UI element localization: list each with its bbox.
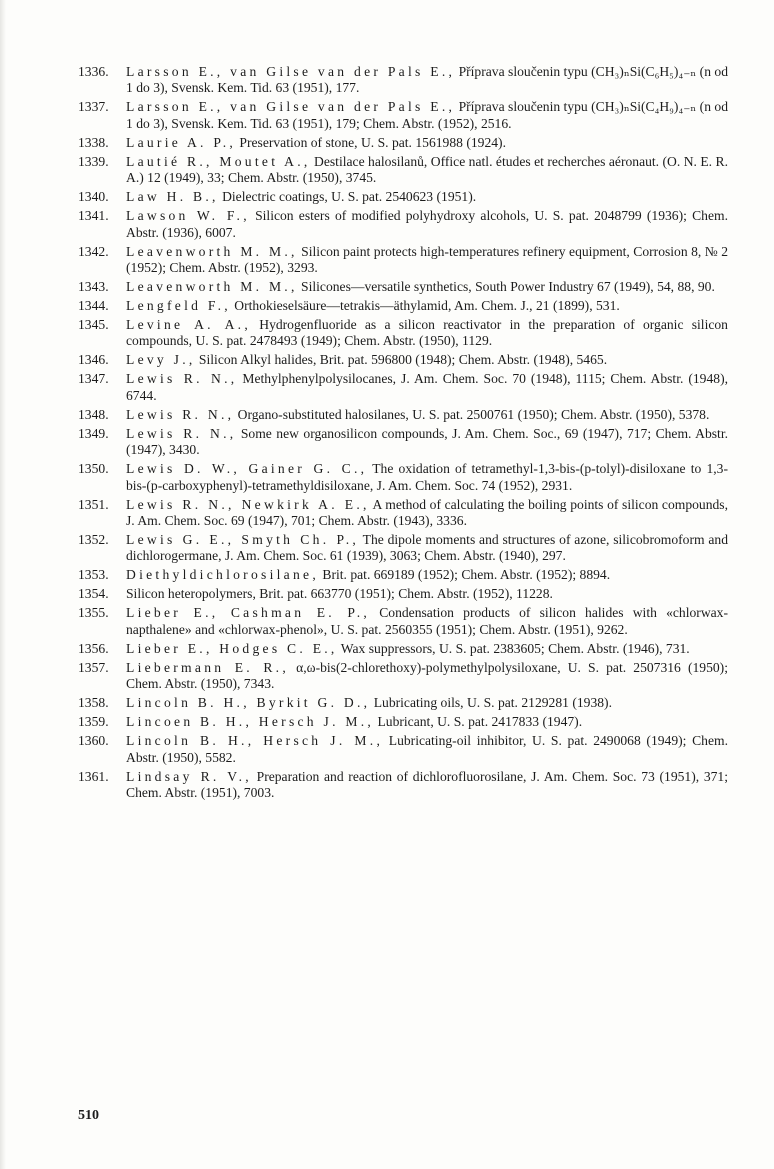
entry-citation: Lubricating oils, U. S. pat. 2129281 (1938). [370, 695, 612, 711]
bibliography-entry [78, 733, 728, 766]
entry-citation: Hydrogenfluoride as a silicon reactivator in the preparation of organic silicon compounds, U. S. pat. 2478493 (1949); Chem. Abstr. (1950), 1129. [126, 317, 728, 349]
entry-citation: Destilace halosilanů, Office natl. études et recherches aéronaut. (O. N. E. R. A.) 12 (1949), 33; Chem. Abstr. (1950), 3745. [126, 153, 728, 186]
entry-number: 1355. [78, 605, 109, 621]
entry-citation: Methylphenylpolysilocanes, J. Am. Chem. Soc. 70 (1948), 1115; Chem. Abstr. (1948), 6744. [126, 371, 728, 403]
entry-citation: Some new organosilicon compounds, J. Am. Chem. Soc., 69 (1947), 717; Chem. Abstr. (1947), 3430. [126, 425, 729, 458]
entry-citation: α,ω-bis(2-chlorethoxy)-polymethylpolysiloxane, U. S. pat. 2507316 (1950); Chem. Abstr. (1950), 7343. [126, 659, 728, 692]
bibliography-entry [78, 189, 728, 205]
entry-citation: Organo-substituted halosilanes, U. S. pat. 2500761 (1950); Chem. Abstr. (1950), 5378. [234, 406, 710, 422]
entry-citation: Preservation of stone, U. S. pat. 1561988 (1924). [236, 134, 506, 150]
entry-citation: Lubricating-oil inhibitor, U. S. pat. 2490068 (1949); Chem. Abstr. (1950), 5582. [126, 733, 728, 765]
bibliography-entry [78, 244, 728, 277]
bibliography-entry [78, 154, 728, 187]
bibliography-entry [78, 497, 728, 530]
entry-authors: Laurie A. P., [126, 134, 237, 150]
entry-citation: Příprava sloučenin typu (CH₃)ₙSi(C₆H₅)₄₋ₙ (n od 1 do 3), Svensk. Kem. Tid. 63 (1951), 177. [126, 64, 728, 96]
bibliography-entry [78, 426, 728, 459]
entry-number: 1361. [78, 768, 109, 784]
bibliography-entry [78, 586, 728, 602]
entry-number: 1357. [78, 659, 109, 675]
entry-citation: A method of calculating the boiling points of silicon compounds, J. Am. Chem. Soc. 69 (1947), 701; Chem. Abstr. (1943), 3336. [126, 496, 728, 529]
entry-citation: Lubricant, U. S. pat. 2417833 (1947). [374, 714, 583, 730]
entry-authors: Leavenworth M. M., [126, 279, 298, 295]
entry-number: 1352. [78, 532, 109, 548]
entry-number: 1344. [78, 298, 109, 314]
entry-number: 1336. [78, 64, 109, 79]
bibliography-entry [78, 317, 728, 350]
entry-authors: Lengfeld F., [126, 298, 231, 314]
entry-authors: Lieber E., Hodges C. E., [126, 640, 338, 656]
entry-citation: The dipole moments and structures of azone, silicobromoform and dichlorogermane, J. Am. Chem. Soc. 61 (1939), 3063; Chem. Abstr. (1940), 297. [126, 532, 728, 564]
entry-citation: Condensation products of silicon halides with «chlorwax-napthalene» and «chlorwax-phenol», U. S. pat. 2560355 (1951); Chem. Abstr. (1951), 9262. [126, 605, 728, 637]
entry-authors: Lewis R. N., Newkirk A. E., [126, 496, 370, 512]
bibliography-entry [78, 660, 728, 693]
entry-number: 1360. [78, 733, 109, 749]
entry-number: 1337. [78, 99, 109, 115]
page-edge-shadow [0, 0, 6, 1169]
entry-number: 1349. [78, 425, 109, 441]
entry-citation: Silicon Alkyl halides, Brit. pat. 596800 (1948); Chem. Abstr. (1948), 5465. [195, 352, 608, 368]
bibliography-entry [78, 298, 728, 314]
bibliography-entry [78, 769, 728, 802]
bibliography-entry [78, 279, 728, 295]
entry-authors: Law H. B., [126, 189, 219, 205]
bibliography-entry [78, 641, 728, 657]
bibliography-entry [78, 605, 728, 638]
entry-citation: Silicones—versatile synthetics, South Power Industry 67 (1949), 54, 88, 90. [297, 279, 715, 295]
entry-authors: Liebermann E. R., [126, 659, 289, 675]
entry-authors: Levy J., [126, 352, 196, 368]
bibliography-entry [78, 695, 728, 711]
bibliography-entry [78, 208, 728, 241]
entry-authors: Lawson W. F., [126, 208, 250, 224]
entry-authors: Larsson E., van Gilse van der Pals E., [126, 99, 456, 115]
entry-number: 1346. [78, 352, 109, 368]
bibliography-entry [78, 532, 728, 565]
entry-citation: Silicon esters of modified polyhydroxy alcohols, U. S. pat. 2048799 (1936); Chem. Abstr. (1936), 6007. [126, 208, 728, 240]
entry-authors: Lindsay R. V., [126, 768, 252, 784]
entry-number: 1345. [78, 317, 109, 333]
entry-authors: Lincoln B. H., Hersch J. M., [126, 733, 384, 749]
entry-number: 1359. [78, 714, 109, 730]
entry-number: 1348. [78, 406, 109, 422]
bibliography-entry [78, 567, 728, 583]
entry-citation: Brit. pat. 669189 (1952); Chem. Abstr. (1952); 8894. [319, 567, 611, 583]
entry-number: 1341. [78, 208, 109, 224]
entry-number: 1347. [78, 371, 109, 387]
entry-authors: Lincoen B. H., Hersch J. M., [126, 714, 375, 730]
entry-citation: Silicon heteropolymers, Brit. pat. 663770 (1951); Chem. Abstr. (1952), 11228. [126, 586, 553, 602]
entry-citation: Orthokieselsäure—tetrakis—äthylamid, Am. Chem. J., 21 (1899), 531. [230, 298, 620, 314]
entry-number: 1354. [78, 586, 109, 602]
entry-number: 1353. [78, 567, 109, 583]
bibliography-list [78, 64, 728, 804]
entry-authors: Lieber E., Cashman E. P., [126, 605, 371, 621]
entry-authors: Larsson E., van Gilse van der Pals E., [126, 64, 456, 79]
entry-citation: Příprava sloučenin typu (CH₃)ₙSi(C₄H₉)₄₋ₙ (n od 1 do 3), Svensk. Kem. Tid. 63 (1951), 179; Chem. Abstr. (1952), 2516. [126, 99, 728, 131]
entry-authors: Lewis G. E., Smyth Ch. P., [126, 532, 360, 548]
entry-authors: Lautié R., Moutet A., [126, 153, 311, 169]
entry-number: 1339. [78, 153, 109, 169]
entry-authors: Lewis R. N., [126, 406, 235, 422]
page-number: 510 [78, 1108, 99, 1123]
bibliography-entry [78, 64, 728, 97]
bibliography-entry [78, 135, 728, 151]
entry-number: 1350. [78, 461, 109, 477]
entry-citation: The oxidation of tetramethyl-1,3-bis-(p-tolyl)-disiloxane to 1,3-bis-(p-carboxyphenyl)-tetramethyldisiloxane, J. Am. Chem. Soc. 74 (1952), 2931. [126, 461, 728, 493]
bibliography-entry [78, 407, 728, 423]
entry-number: 1358. [78, 695, 109, 711]
entry-citation: Wax suppressors, U. S. pat. 2383605; Chem. Abstr. (1946), 731. [337, 640, 690, 656]
bibliography-entry [78, 714, 728, 730]
bibliography-entry [78, 99, 728, 132]
entry-number: 1343. [78, 279, 109, 295]
entry-citation: Preparation and reaction of dichlorofluorosilane, J. Am. Chem. Soc. 73 (1951), 371; Chem. Abstr. (1951), 7003. [126, 768, 728, 801]
entry-authors: Levine A. A., [126, 317, 251, 333]
entry-number: 1340. [78, 189, 109, 205]
entry-number: 1351. [78, 496, 109, 512]
entry-number: 1338. [78, 134, 109, 150]
bibliography-entry [78, 371, 728, 404]
bibliography-entry [78, 461, 728, 494]
entry-authors: Lewis D. W., Gainer G. C., [126, 461, 368, 477]
entry-citation: Dielectric coatings, U. S. pat. 2540623 (1951). [218, 189, 477, 205]
entry-authors: Leavenworth M. M., [126, 243, 298, 259]
entry-number: 1356. [78, 640, 109, 656]
bibliography-entry [78, 352, 728, 368]
entry-authors: Lewis R. N., [126, 425, 237, 441]
entry-authors: Diethyldichlorosilane, [126, 567, 319, 583]
entry-citation: Silicon paint protects high-temperatures refinery equipment, Corrosion 8, № 2 (1952); Chem. Abstr. (1952), 3293. [126, 243, 728, 276]
entry-number: 1342. [78, 243, 109, 259]
entry-authors: Lincoln B. H., Byrkit G. D., [126, 695, 371, 711]
entry-authors: Lewis R. N., [126, 371, 238, 387]
